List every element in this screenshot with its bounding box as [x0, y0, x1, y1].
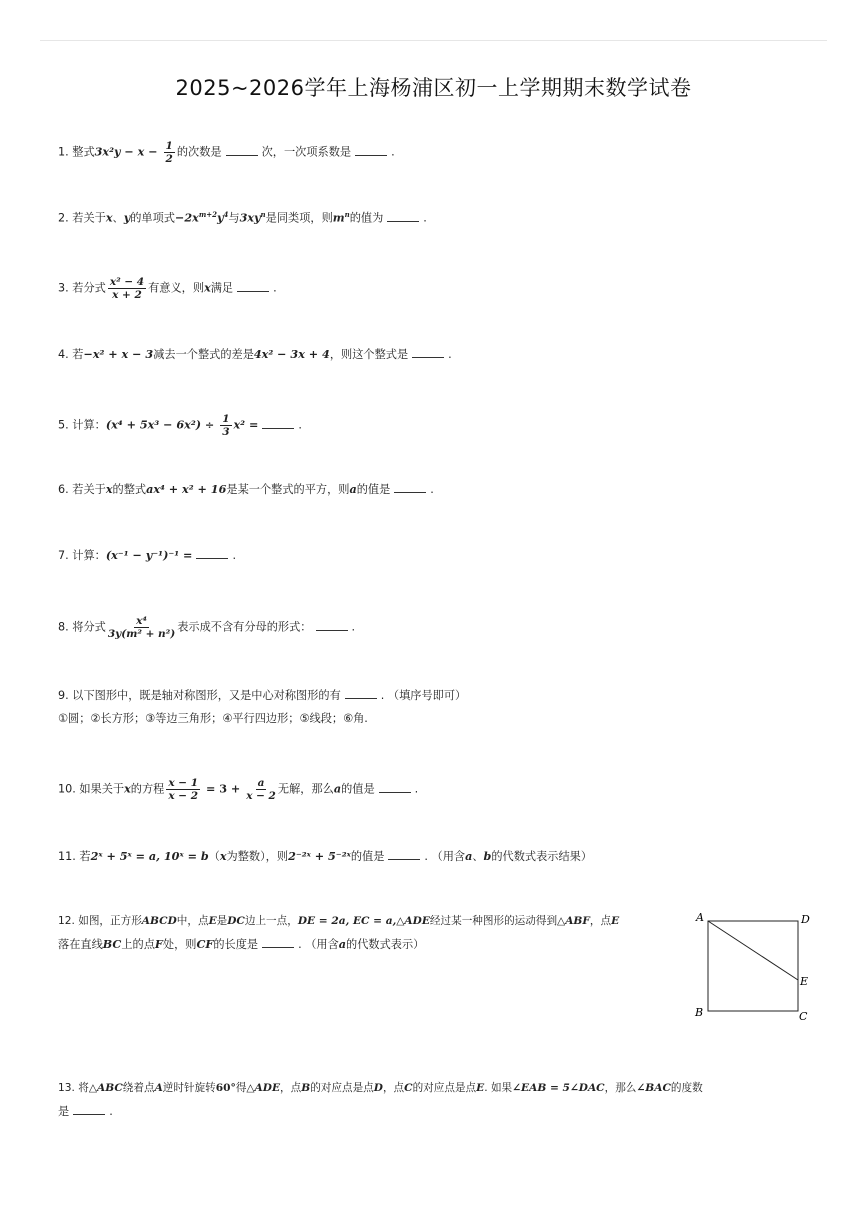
denominator: x − 2 [246, 790, 276, 802]
math-var: m [332, 210, 345, 225]
question-number: 6. [58, 483, 69, 496]
text: 是同类项，则 [265, 211, 333, 225]
text: 减去一个整式的差是 [153, 348, 254, 361]
math-var: A [154, 1082, 163, 1094]
text: 、 [472, 850, 484, 863]
text: 是 [58, 1105, 70, 1118]
question-number: 9. [58, 689, 69, 702]
answer-blank[interactable] [262, 418, 294, 429]
text: 以下图形中，既是轴对称图形，又是中心对称图形的有 [72, 689, 341, 702]
math-var: b [483, 849, 492, 863]
question-number: 4. [58, 348, 69, 361]
text: . （用含 [424, 850, 466, 863]
math-expression: −2x [174, 210, 199, 225]
answer-blank[interactable] [379, 782, 411, 793]
text: 的度数 [670, 1082, 703, 1094]
math-var: a [349, 482, 357, 496]
text: 的代数式表示结果） [491, 850, 593, 863]
math-expression: x² = [233, 417, 259, 432]
text: . 如果 [484, 1082, 513, 1094]
question-number: 5. [58, 418, 69, 432]
text: 的次数是 [176, 145, 222, 159]
text: . [232, 549, 236, 562]
text: 落在直线 [58, 938, 103, 951]
text: 为整数），则 [226, 850, 289, 863]
math-var: a [338, 937, 347, 951]
math-var: E [476, 1082, 485, 1094]
text: 如果关于 [79, 782, 125, 796]
answer-blank[interactable] [388, 849, 420, 860]
text: 是 [216, 915, 228, 927]
text: 是某一个整式的平方，则 [226, 483, 350, 496]
math-expression: (x⁴ + 5x³ − 6x²) ÷ [105, 417, 219, 432]
denominator: 2 [165, 153, 173, 165]
math-var: x [105, 482, 113, 496]
math-expression: 60° [215, 1082, 236, 1094]
fraction [220, 413, 231, 438]
math-var: E [208, 915, 217, 927]
question-number: 10. [58, 782, 76, 796]
text: 将分式 [72, 620, 106, 634]
text: 的值是 [341, 782, 375, 796]
square-abcd [708, 921, 798, 1011]
denominator: 3y(m² + n²) [107, 628, 176, 640]
question-11 [58, 848, 592, 865]
text: 的对应点是点 [412, 1082, 477, 1094]
text: 若关于 [72, 483, 106, 496]
fraction [166, 777, 200, 802]
numerator: 1 [165, 140, 173, 152]
denominator: x + 2 [112, 289, 142, 301]
text: 表示成不含有分母的形式： [177, 620, 312, 634]
text: 如图，正方形 [78, 915, 142, 927]
question-number: 1. [58, 145, 69, 159]
text: . [430, 483, 434, 496]
question-5 [58, 413, 302, 438]
text: . （用含 [298, 938, 339, 951]
math-expression: ax⁴ + x² + 16 [146, 482, 227, 496]
exponent: n [260, 210, 266, 219]
math-var: x [204, 280, 211, 295]
text: 的值是 [356, 483, 391, 496]
text: 计算： [72, 549, 106, 562]
question-9 [58, 688, 466, 704]
text: . [273, 281, 277, 295]
numerator: 1 [222, 413, 230, 425]
question-number: 7. [58, 549, 69, 562]
math-var: x [219, 849, 227, 863]
fraction [246, 777, 276, 802]
text: 有意义，则 [148, 281, 205, 295]
numerator: x² − 4 [109, 276, 145, 288]
math-expression: −x² + x − 3 [83, 347, 154, 361]
text: . [423, 211, 427, 225]
text: 满足 [210, 281, 234, 295]
math-expression: ∠EAB = 5∠DAC [512, 1082, 605, 1094]
denominator: x − 2 [168, 790, 199, 802]
text: . [109, 1105, 113, 1118]
text: . [448, 348, 452, 361]
question-10 [58, 777, 418, 802]
text: 处，则 [162, 938, 197, 951]
top-divider [40, 40, 827, 41]
question-12-line2 [58, 936, 424, 953]
answer-blank[interactable] [237, 281, 269, 292]
text: 的单项式 [130, 211, 175, 225]
text: 若 [72, 348, 84, 361]
question-4 [58, 346, 452, 363]
math-expression: 2ˣ + 5ˣ = a, 10ˣ = b [90, 849, 209, 863]
label-c: C [799, 1010, 808, 1023]
question-9-options: ①圆；②长方形；③等边三角形；④平行四边形；⑤线段；⑥角. [58, 712, 368, 725]
text: . [351, 620, 356, 634]
question-13-line2 [58, 1104, 113, 1120]
question-number: 8. [58, 620, 69, 634]
answer-blank[interactable] [73, 1104, 105, 1115]
text: . [298, 418, 302, 432]
question-6 [58, 481, 434, 498]
text: 的长度是 [213, 938, 259, 951]
text: ，则这个整式是 [329, 348, 409, 361]
text: . [391, 145, 395, 159]
math-var: BC [102, 937, 122, 951]
label-a: A [696, 911, 704, 924]
text: 将 [78, 1082, 89, 1094]
question-number: 13. [58, 1082, 75, 1094]
math-var: a [333, 781, 342, 796]
numerator: x − 1 [168, 777, 199, 789]
numerator: a [257, 777, 265, 789]
text: ，点 [382, 1082, 405, 1094]
fraction [164, 140, 175, 165]
label-d: D [801, 913, 810, 926]
square-figure [692, 908, 822, 1028]
label-e: E [800, 975, 809, 988]
math-expression: △ADE [246, 1082, 281, 1094]
text: . [414, 782, 419, 796]
denominator: 3 [222, 426, 230, 438]
text: 次，一次项系数是 [261, 145, 352, 159]
math-expression: 4x² − 3x + 4 [253, 347, 330, 361]
math-expression: 3xy [239, 210, 261, 225]
exponent: 4 [223, 210, 229, 219]
question-1 [58, 140, 395, 165]
math-var: E [611, 915, 620, 927]
question-number: 3. [58, 281, 69, 295]
question-7 [58, 547, 236, 564]
label-b: B [695, 1006, 704, 1019]
text: 的代数式表示） [346, 938, 425, 951]
math-var: D [373, 1082, 383, 1094]
math-var: y [123, 210, 131, 225]
text: 中，点 [176, 915, 209, 927]
fraction [108, 276, 146, 301]
math-var: DC [227, 915, 245, 927]
exponent: m+2 [198, 210, 217, 219]
math-expression: DE = 2a, EC = a, [297, 915, 397, 927]
question-3 [58, 276, 277, 301]
math-expression: 2⁻²ˣ + 5⁻²ˣ [288, 849, 351, 863]
question-number: 2. [58, 211, 69, 225]
question-2 [58, 207, 427, 227]
text: 的对应点是点 [310, 1082, 374, 1094]
text: 得 [235, 1082, 247, 1094]
text: 计算： [72, 418, 106, 432]
math-var: ABCD [141, 915, 177, 927]
answer-blank[interactable] [355, 145, 387, 156]
answer-blank[interactable] [316, 620, 348, 631]
text: 无解，那么 [277, 782, 334, 796]
text: 的整式 [112, 483, 147, 496]
text: 逆时针旋转 [162, 1082, 216, 1094]
exponent: n [344, 210, 350, 219]
answer-blank[interactable] [394, 482, 426, 493]
question-8 [58, 615, 355, 640]
answer-blank[interactable] [387, 211, 419, 222]
math-var: a [465, 849, 473, 863]
text: 的值为 [349, 211, 384, 225]
text: ，点 [280, 1082, 302, 1094]
math-expression: 3x²y − x − [94, 144, 162, 159]
text: 的值是 [350, 850, 385, 863]
math-expression: = 3 + [202, 781, 245, 796]
math-expression: △ABC [88, 1082, 123, 1094]
text: 与 [228, 211, 240, 225]
text: . （填序号即可） [380, 689, 467, 702]
question-13 [58, 1080, 703, 1096]
segment-ae [708, 921, 798, 980]
text: 整式 [72, 145, 95, 159]
answer-blank[interactable] [196, 548, 228, 559]
text: （ [208, 850, 220, 863]
math-expression: ∠BAC [636, 1082, 671, 1094]
math-var: C [404, 1082, 413, 1094]
answer-blank[interactable] [345, 688, 377, 699]
text: 若分式 [72, 281, 106, 295]
text: ，那么 [604, 1082, 637, 1094]
question-12 [58, 913, 619, 929]
text: 若 [79, 850, 91, 863]
question-number: 11. [58, 850, 76, 863]
question-number: 12. [58, 915, 75, 927]
text: 绕着点 [122, 1082, 155, 1094]
answer-blank[interactable] [412, 347, 444, 358]
fraction [108, 615, 175, 640]
text: 上的点 [121, 938, 155, 951]
math-var: B [301, 1082, 311, 1094]
math-expression: △ADE [396, 915, 430, 927]
math-var: x [124, 781, 131, 796]
text: 的方程 [130, 782, 165, 796]
text: ，点 [589, 915, 612, 927]
text: 若关于 [72, 211, 106, 225]
math-var: F [154, 937, 163, 951]
answer-blank[interactable] [226, 145, 258, 156]
text: 、 [112, 211, 124, 225]
math-expression: (x⁻¹ − y⁻¹)⁻¹ = [105, 548, 193, 562]
page-title: 2025~2026学年上海杨浦区初一上学期期末数学试卷 [175, 76, 692, 100]
text: 经过某一种图形的运动得到 [429, 915, 558, 927]
math-var: x [105, 210, 113, 225]
math-var: CF [196, 937, 214, 951]
answer-blank[interactable] [262, 937, 294, 948]
math-var: y [216, 210, 224, 225]
math-expression: △ABF [557, 915, 590, 927]
numerator: x⁴ [136, 615, 147, 627]
text: 边上一点， [244, 915, 298, 927]
